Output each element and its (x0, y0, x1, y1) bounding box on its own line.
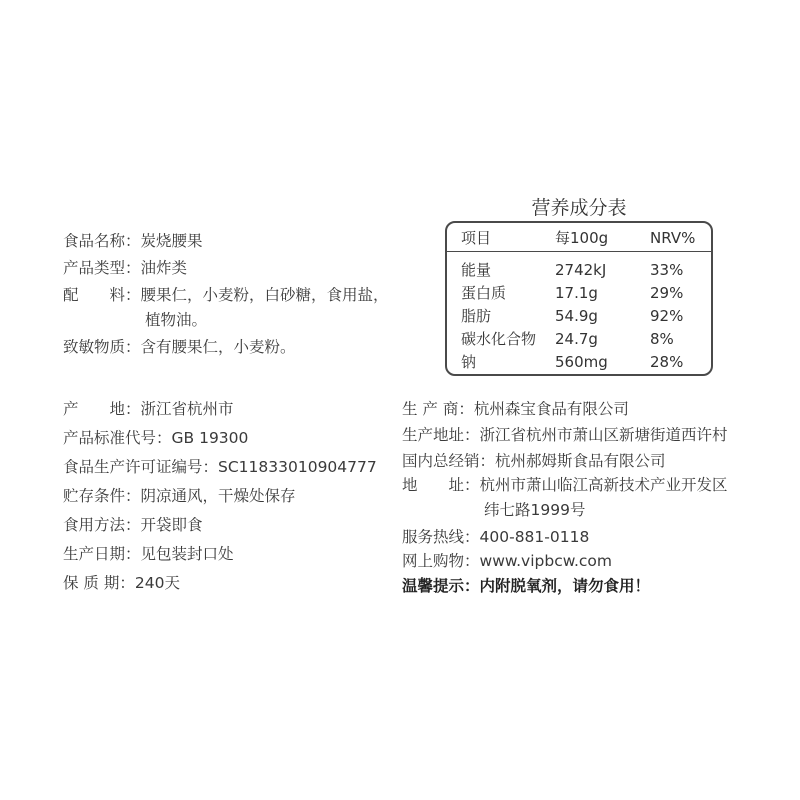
manufacturer-label: 生 产 商： (402, 400, 474, 418)
manufacturer-value: 杭州森宝食品有限公司 (473, 400, 629, 418)
address-value: 杭州市萧山临江高新技术产业开发区 (479, 476, 728, 494)
nutrition-table-title: 营养成分表 (531, 197, 627, 219)
distributor-value: 杭州郝姆斯食品有限公司 (495, 452, 666, 470)
hotline-label: 服务热线： (402, 528, 480, 546)
nutrition-row-protein-nrv: 29% (650, 284, 684, 302)
product-name-label: 食品名称： (63, 232, 141, 250)
storage-value: 阴凉通风，干燥处保存 (140, 487, 296, 505)
ingredients-row-continued (145, 309, 207, 331)
production-date-row (63, 543, 234, 565)
license-value: SC11833010904777 (218, 458, 377, 476)
nutrition-row-energy-amount: 2742kJ (555, 261, 607, 279)
shelf-life-row (63, 572, 180, 594)
production-date-label: 生产日期： (63, 545, 141, 563)
address-label: 地 址： (402, 476, 480, 494)
standard-code-row (63, 427, 248, 449)
ingredients-label: 配 料： (63, 286, 141, 304)
address-row (402, 474, 728, 496)
production-address-label: 生产地址： (402, 426, 480, 444)
warning-value: 内附脱氧剂，请勿食用！ (479, 577, 651, 595)
production-address-row (402, 424, 728, 446)
nutrition-header-nrv: NRV% (650, 229, 696, 247)
address-value-continued: 纬七路1999号 (484, 501, 586, 519)
storage-label: 贮存条件： (63, 487, 141, 505)
nutrition-row-carbohydrate-name: 碳水化合物 (461, 330, 537, 348)
nutrition-row-sodium-nrv: 28% (650, 353, 684, 371)
manufacturer-row (402, 398, 629, 420)
product-type-label: 产品类型： (63, 259, 141, 277)
usage-label: 食用方法： (63, 516, 141, 534)
allergens-row (63, 336, 296, 358)
shelf-life-label: 保 质 期： (63, 574, 135, 592)
hotline-row (402, 526, 589, 548)
standard-code-value: GB 19300 (171, 429, 249, 447)
product-name-value: 炭烧腰果 (140, 232, 203, 250)
nutrition-row-sodium-amount: 560mg (555, 353, 608, 371)
warning-row (402, 575, 650, 597)
ingredients-value: 腰果仁，小麦粉，白砂糖，食用盐， (140, 286, 389, 304)
nutrition-row-fat-nrv: 92% (650, 307, 684, 325)
origin-value: 浙江省杭州市 (140, 400, 234, 418)
product-type-row (63, 257, 187, 279)
nutrition-row-fat-name: 脂肪 (461, 307, 492, 325)
license-label: 食品生产许可证编号： (63, 458, 219, 476)
origin-label: 产 地： (63, 400, 141, 418)
production-address-value: 浙江省杭州市萧山区新塘街道西许村 (479, 426, 728, 444)
production-date-value: 见包装封口处 (140, 545, 234, 563)
nutrition-header-divider (447, 251, 711, 252)
online-shop-row (402, 550, 612, 572)
allergens-label: 致敏物质： (63, 338, 141, 356)
license-row (63, 456, 377, 478)
storage-row (63, 485, 296, 507)
nutrition-row-energy-nrv: 33% (650, 261, 684, 279)
allergens-value: 含有腰果仁，小麦粉。 (140, 338, 296, 356)
distributor-label: 国内总经销： (402, 452, 496, 470)
hotline-value: 400-881-0118 (479, 528, 590, 546)
address-row-continued (484, 499, 585, 521)
ingredients-row (63, 284, 389, 306)
usage-row (63, 514, 203, 536)
nutrition-row-fat-amount: 54.9g (555, 307, 598, 325)
usage-value: 开袋即食 (140, 516, 203, 534)
product-name-row (63, 230, 203, 252)
ingredients-value-continued: 植物油。 (145, 311, 208, 329)
online-shop-label: 网上购物： (402, 552, 480, 570)
nutrition-header-per100g: 每100g (555, 229, 609, 247)
product-type-value: 油炸类 (140, 259, 188, 277)
origin-row (63, 398, 234, 420)
distributor-row (402, 450, 666, 472)
shelf-life-value: 240天 (134, 574, 180, 592)
nutrition-row-carbohydrate-nrv: 8% (650, 330, 674, 348)
nutrition-row-energy-name: 能量 (461, 261, 492, 279)
online-shop-value: www.vipbcw.com (479, 552, 613, 570)
nutrition-table (445, 221, 713, 376)
nutrition-row-carbohydrate-amount: 24.7g (555, 330, 598, 348)
standard-code-label: 产品标准代号： (63, 429, 172, 447)
warning-label: 温馨提示： (402, 577, 480, 595)
nutrition-row-protein-amount: 17.1g (555, 284, 598, 302)
nutrition-row-protein-name: 蛋白质 (461, 284, 507, 302)
nutrition-row-sodium-name: 钠 (461, 353, 477, 371)
nutrition-header-item: 项目 (461, 229, 492, 247)
